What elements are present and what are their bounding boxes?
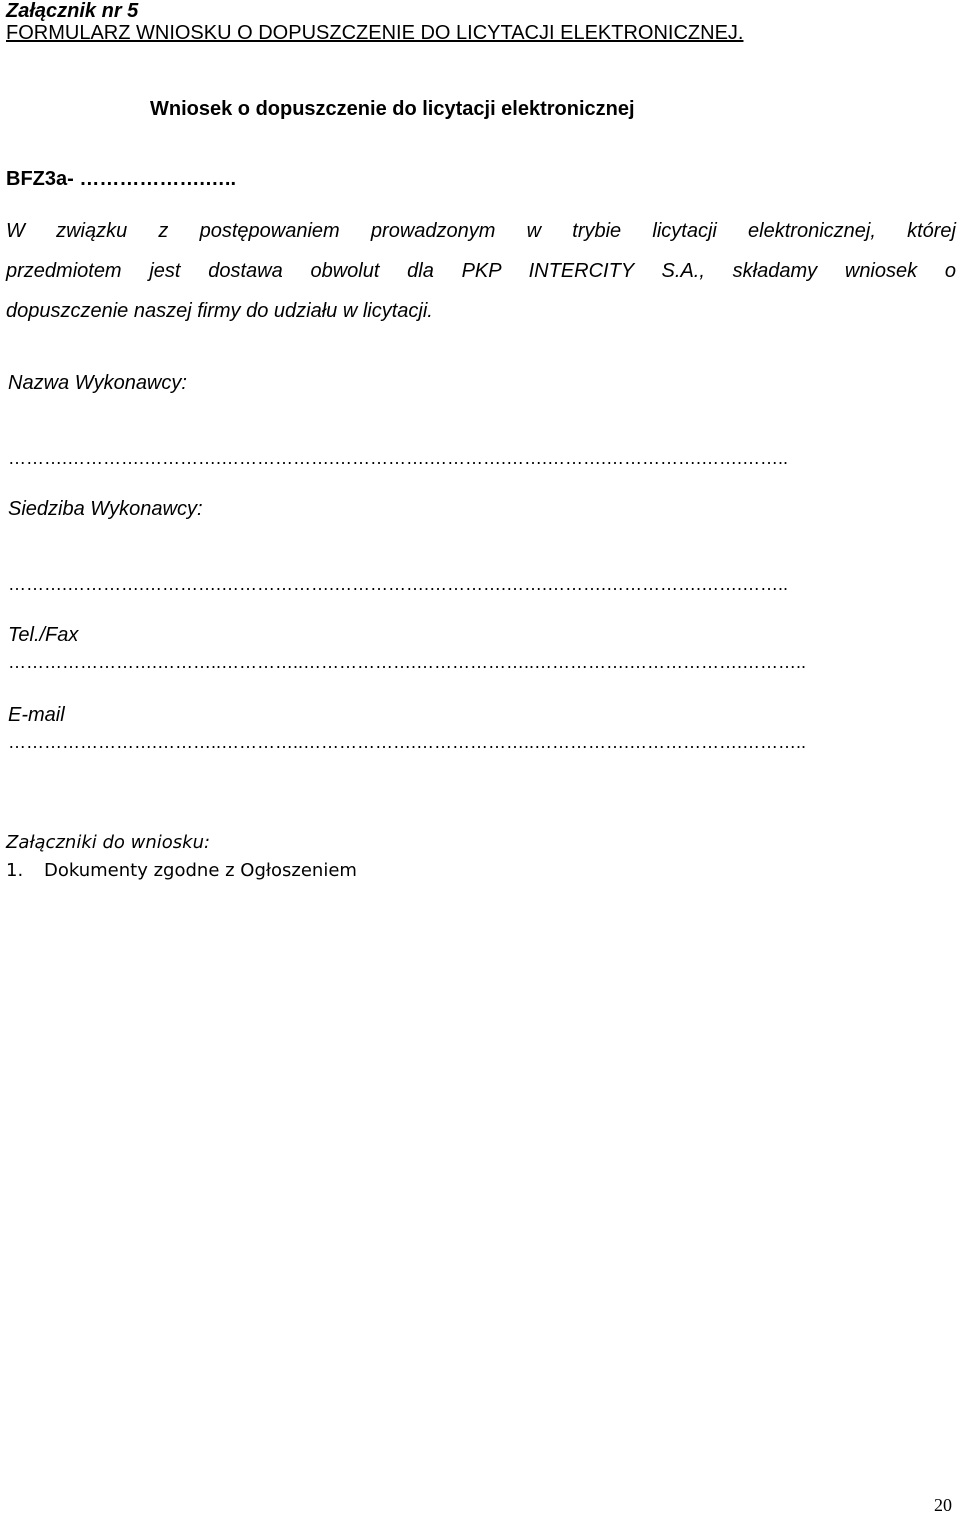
attachment-item-text: Dokumenty zgodne z Ogłoszeniem xyxy=(44,860,357,881)
tel-fax-label: Tel./Fax xyxy=(8,624,79,646)
paragraph-line-3: dopuszczenie naszej firmy do udziału w licytacji. xyxy=(6,300,433,322)
annex-label: Załącznik nr 5 xyxy=(6,0,139,22)
form-title: FORMULARZ WNIOSKU O DOPUSZCZENIE DO LICYTACJI ELEKTRONICZNEJ. xyxy=(6,22,744,44)
email-field[interactable]: …………………….………..…………..……………….………………..…………….……………….……….. xyxy=(8,732,807,752)
contractor-seat-field[interactable]: ……….………….………….……………….…………….………….…….……….…………….…….…….. xyxy=(8,574,789,594)
page-number: 20 xyxy=(934,1495,952,1515)
tel-fax-field[interactable]: …………………….………..…………..……………….………………..…………….……………….……….. xyxy=(8,652,807,672)
attachment-item-number: 1. xyxy=(6,860,24,881)
contractor-name-field[interactable]: ……….………….………….……………….…………….………….…….……….…………….…….…….. xyxy=(8,448,789,468)
contractor-seat-label: Siedziba Wykonawcy: xyxy=(8,498,203,520)
document-heading: Wniosek o dopuszczenie do licytacji elektronicznej xyxy=(150,98,635,120)
reference-number: BFZ3a- ……………….….. xyxy=(6,168,237,190)
email-label: E-mail xyxy=(8,704,65,726)
attachment-item xyxy=(6,860,357,881)
paragraph-line-1: W związku z postępowaniem prowadzonym w trybie licytacji elektronicznej, której xyxy=(6,220,956,242)
contractor-name-label: Nazwa Wykonawcy: xyxy=(8,372,187,394)
paragraph-line-2: przedmiotem jest dostawa obwolut dla PKP INTERCITY S.A., składamy wniosek o xyxy=(6,260,956,282)
attachments-title: Załączniki do wniosku: xyxy=(6,832,211,853)
